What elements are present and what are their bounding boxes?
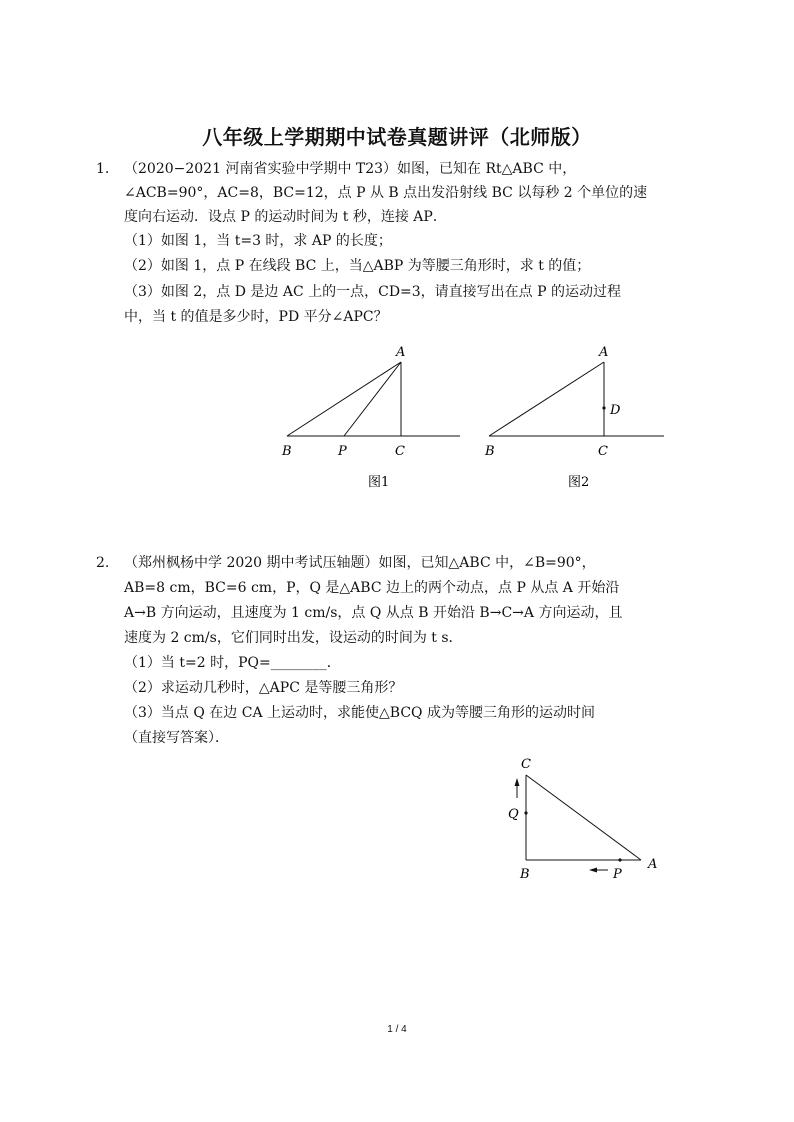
- q2-label-a: A: [648, 857, 658, 872]
- fig1-label-p: P: [338, 444, 347, 459]
- page-title: 八年级上学期期中试卷真题讲评（北师版）: [202, 125, 592, 149]
- q2-label-q: Q: [508, 807, 519, 822]
- fig2-label-d: D: [610, 403, 621, 418]
- fig1-label-c: C: [395, 444, 405, 459]
- q2-label-b: B: [520, 867, 530, 882]
- q1-line-1: （2020−2021 河南省实验中学期中 T23）如图，已知在 Rt△ABC 中，: [124, 161, 577, 177]
- figure-q2: [508, 757, 657, 882]
- fig1-segment-ab: [287, 362, 401, 436]
- q2-label-p: P: [613, 867, 622, 882]
- q2-line-7: （3）当点 Q 在边 CA 上运动时，求能使△BCQ 成为等腰三角形的运动时间: [124, 705, 595, 721]
- fig2-caption: 图2: [568, 475, 590, 490]
- fig1-segment-ap: [344, 362, 401, 436]
- q2-segment-ca: [526, 775, 641, 860]
- q1-line-3: 度向右运动．设点 P 的运动时间为 t 秒，连接 AP．: [124, 209, 447, 225]
- fig2-label-c: C: [598, 444, 608, 459]
- q2-label-c: C: [521, 757, 531, 772]
- q1-line-7: 中，当 t 的值是多少时，PD 平分∠APC？: [124, 309, 388, 325]
- q2-line-4: 速度为 2 cm/s，它们同时出发，设运动的时间为 t s．: [124, 630, 463, 646]
- page-number: 1 / 4: [387, 1024, 407, 1035]
- q1-number: 1.: [96, 161, 110, 177]
- fig2-segment-ab: [489, 362, 604, 436]
- q1-line-4: （1）如图 1，当 t=3 时，求 AP 的长度；: [124, 233, 392, 249]
- q1-line-6: （3）如图 2，点 D 是边 AC 上的一点，CD=3，请直接写出在点 P 的运动过程: [124, 284, 622, 300]
- fig2-label-a: A: [599, 345, 609, 360]
- q2-line-3: A→B 方向运动，且速度为 1 cm/s，点 Q 从点 B 开始沿 B→C→A 方向运动，且: [124, 605, 623, 621]
- q1-line-2: ∠ACB=90°，AC=8，BC=12，点 P 从 B 点出发沿射线 BC 以每秒 2 个单位的速: [124, 185, 648, 201]
- fig1-label-b: B: [282, 444, 292, 459]
- q2-point-p: [618, 858, 621, 861]
- q2-line-8: （直接写答案）．: [124, 730, 229, 746]
- q2-point-q: [524, 811, 527, 814]
- arrow-left-icon: [589, 868, 597, 873]
- fig2-point-d: [602, 406, 605, 409]
- fig1-label-a: A: [396, 345, 406, 360]
- arrow-up-icon: [515, 778, 520, 786]
- figure-1: [281, 345, 460, 490]
- q2-line-5: （1）当 t=2 时，PQ=________．: [124, 655, 341, 671]
- fig1-caption: 图1: [368, 475, 390, 490]
- q2-line-2: AB=8 cm，BC=6 cm，P，Q 是△ABC 边上的两个动点，点 P 从点 A 开始沿: [124, 580, 620, 596]
- q2-number: 2.: [96, 555, 110, 571]
- figure-2: [484, 345, 664, 490]
- q2-line-6: （2）求运动几秒时，△APC 是等腰三角形？: [124, 680, 403, 696]
- q2-line-1: （郑州枫杨中学 2020 期中考试压轴题）如图，已知△ABC 中，∠B=90°，: [124, 555, 596, 571]
- fig2-label-b: B: [485, 444, 495, 459]
- q1-line-5: （2）如图 1，点 P 在线段 BC 上，当△ABP 为等腰三角形时，求 t 的值；: [124, 258, 591, 274]
